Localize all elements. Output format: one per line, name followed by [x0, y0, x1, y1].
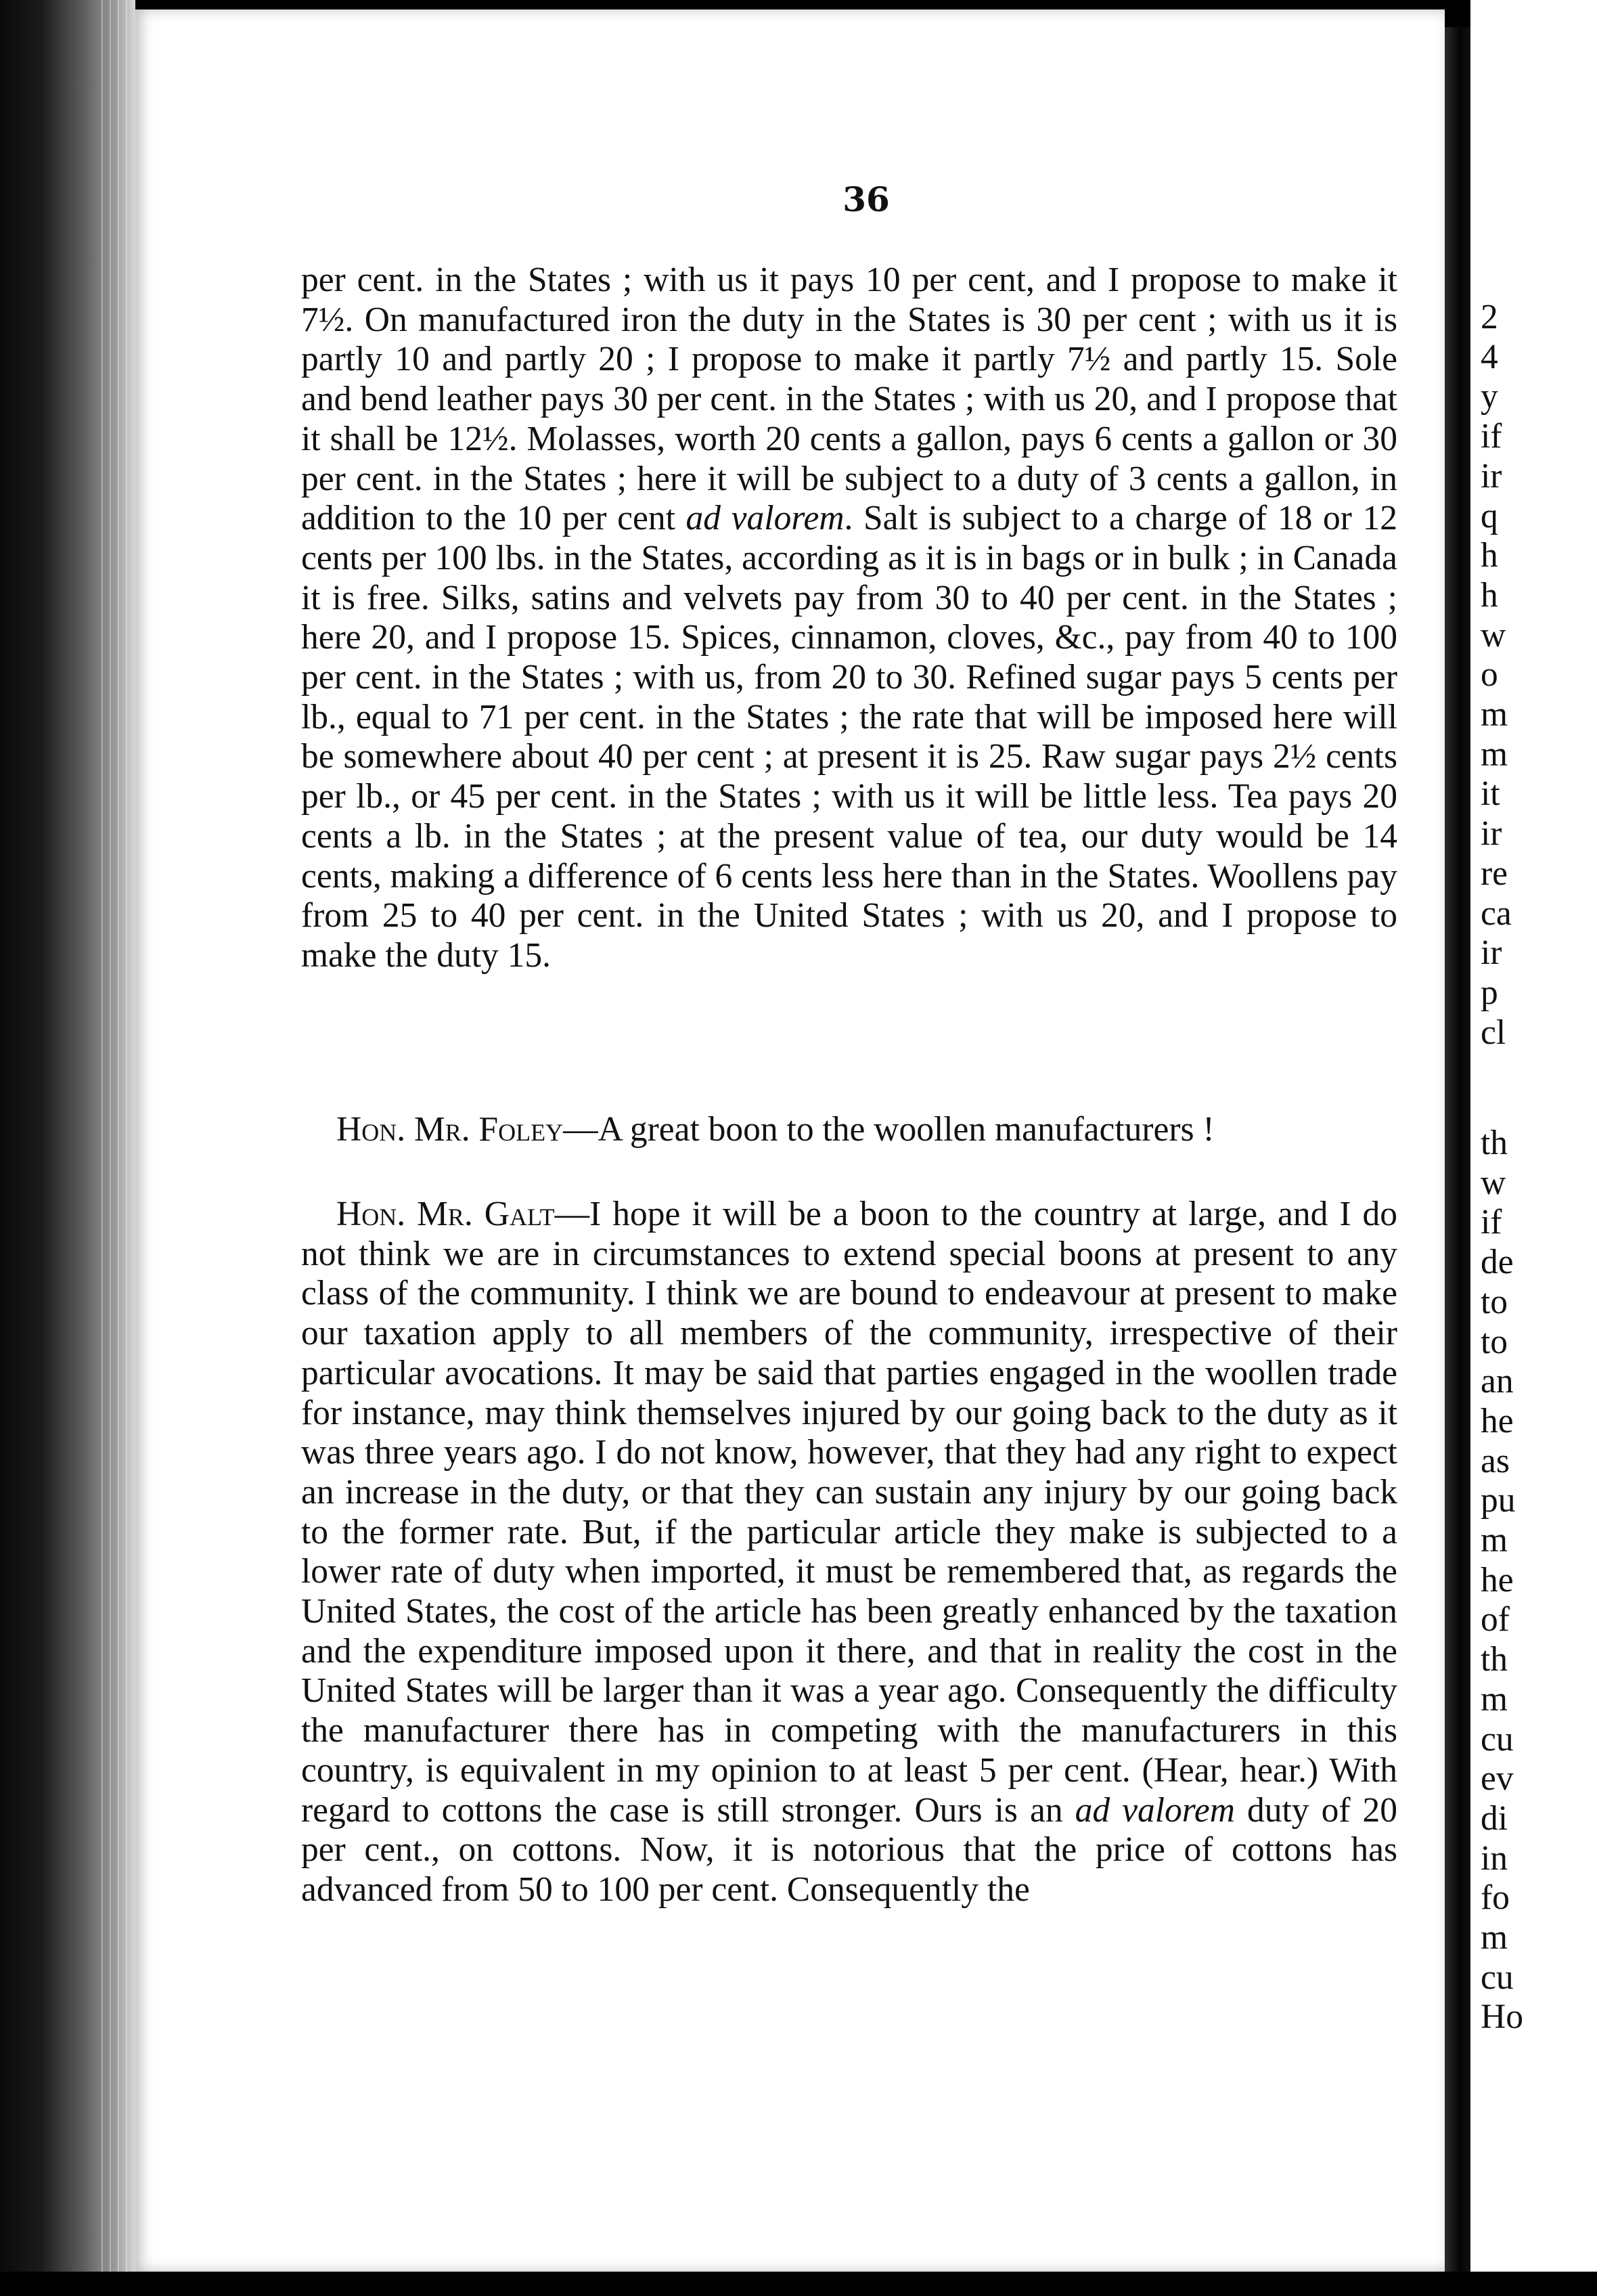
facing-page-fragment: Ho [1481, 1997, 1523, 2037]
facing-page-fragment: as [1481, 1441, 1510, 1480]
speaker-name: Hon. Mr. Foley [336, 1110, 564, 1149]
facing-page-fragment: m [1481, 695, 1508, 734]
facing-page-fragment: q [1481, 496, 1498, 535]
facing-page-fragment: he [1481, 1401, 1514, 1440]
body-paragraph-2 [301, 1110, 1397, 1150]
italic-term: ad valorem [685, 499, 845, 538]
body-paragraph-3 [301, 1195, 1397, 1910]
facing-page-fragment: pu [1481, 1481, 1516, 1520]
speech-text: —I hope it will be a boon to the country at large, and I do not think we are in circumstances to extend special boons at present to any class of the community. I think we are bound to endeavour at present to make our taxation apply to all members of the community, irrespective of their particular avocations. It may be said that parties engaged in the woollen trade for instance, may think themselves injured by our going back to the duty as it was three years ago. I do not know, however, that they had any right to expect an increase in the duty, or that they can sustain any injury by our going back to the former rate. But, if the particular article they make is subjected to a lower rate of duty when imported, it must be remembered that, as regards the United States, the cost of the article has been greatly enhanced by the taxation and the expenditure imposed upon it there, and that in reality the cost in the United States will be larger than it was a year ago. Consequently the difficulty the manufacturer there has in competing with the manufacturers in this country, is equivalent in my opinion to at least 5 per cent. (Hear, hear.) With regard to cottons the case is still stronger. Ours is an ad valorem duty of 20 per cent., on cottons. Now, it is notorious that the price of cottons has advanced from 50 to 100 per cent. Consequently the [301, 1195, 1397, 1909]
facing-page-text-upper [1481, 298, 1512, 1053]
facing-page-fragment: he [1481, 1560, 1514, 1599]
facing-page-fragment: m [1481, 734, 1508, 774]
facing-page-fragment: ev [1481, 1759, 1514, 1798]
body-paragraph-1 [301, 261, 1397, 976]
facing-page-fragment: di [1481, 1798, 1508, 1838]
facing-page-fragment: to [1481, 1282, 1508, 1321]
facing-page-fragment: ir [1481, 933, 1502, 973]
facing-page-fragment: th [1481, 1640, 1508, 1679]
facing-page-fragment: h [1481, 536, 1498, 575]
facing-page-fragment: de [1481, 1243, 1514, 1282]
italic-term: ad valorem [1075, 1790, 1235, 1830]
facing-page-fragment: m [1481, 1679, 1508, 1719]
facing-page-fragment: m [1481, 1918, 1508, 1958]
book-binding [0, 0, 135, 2296]
speaker-name: Hon. Mr. Galt [336, 1195, 555, 1233]
facing-page-fragment: it [1481, 774, 1500, 814]
paragraph-text: per cent. in the States ; with us it pays 10 per cent, and I propose to make it 7½. On manufactured iron the duty in the States is 30 per cent ; with us it is partly 10 and partly 20 ; I propose to make it partly 7½ and partly 15. Sole and bend leather pays 30 per cent. in the States ; with us 20, and I propose that it shall be 12½. Molasses, worth 20 cents a gallon, pays 6 cents a gallon or 30 per cent. in the States ; here it will be subject to a duty of 3 cents a gallon, in addition to the 10 per cent ad valorem. Salt is subject to a charge of 18 or 12 cents per 100 lbs. in the States, according as it is in bags or in bulk ; in Canada it is free. Silks, satins and velvets pay from 30 to 40 per cent. in the States ; here 20, and I propose 15. Spices, cinnamon, cloves, &c., pay from 40 to 100 per cent. in the States ; with us, from 20 to 30. Refined sugar pays 5 cents per lb., equal to 71 per cent. in the States ; the rate that will be imposed here will be somewhere about 40 per cent ; at present it is 25. Raw sugar pays 2½ cents per lb., or 45 per cent. in the States ; with us it will be little less. Tea pays 20 cents a lb. in the States ; at the present value of tea, our duty would be 14 cents, making a difference of 6 cents less here than in the States. Woollens pay from 25 to 40 per cent. in the United States ; with us 20, and I propose to make the duty 15. [301, 261, 1397, 975]
facing-page-fragment: 4 [1481, 337, 1498, 376]
facing-page-fragment: cu [1481, 1958, 1514, 1997]
facing-page-text-lower [1481, 1124, 1523, 2037]
facing-page-fragment: ir [1481, 456, 1502, 495]
facing-page-fragment: w [1481, 1163, 1506, 1202]
facing-page-fragment: cu [1481, 1719, 1514, 1759]
facing-page-fragment: if [1481, 1203, 1502, 1242]
page-edge-line [118, 0, 119, 2296]
facing-page-fragment: th [1481, 1124, 1508, 1162]
facing-page-fragment: w [1481, 615, 1506, 655]
facing-page-fragment: h [1481, 575, 1498, 615]
facing-page-fragment: p [1481, 973, 1498, 1012]
facing-page-fragment: in [1481, 1838, 1508, 1878]
facing-page-fragment: an [1481, 1362, 1514, 1401]
book-spine [1445, 27, 1470, 2274]
facing-page-fragment: re [1481, 854, 1508, 893]
speech-foley [301, 1110, 1397, 1150]
facing-page-fragment: of [1481, 1600, 1510, 1639]
speech-galt [301, 1195, 1397, 1910]
page-edge-line [110, 0, 111, 2296]
facing-page-fragment: if [1481, 417, 1502, 456]
facing-page-fragment: ca [1481, 893, 1512, 933]
page-number: 36 [842, 179, 890, 219]
page-edge-line [102, 0, 103, 2296]
facing-page-fragment: o [1481, 655, 1498, 694]
scan-border [0, 2272, 1597, 2296]
facing-page-fragment: cl [1481, 1013, 1506, 1052]
page-edge-line [126, 0, 127, 2296]
facing-page-fragment: m [1481, 1521, 1508, 1560]
facing-page-fragment: to [1481, 1322, 1508, 1361]
facing-page-fragment: y [1481, 377, 1498, 416]
facing-page-fragment: ir [1481, 814, 1502, 854]
speech-text: —A great boon to the woollen manufacturers ! [563, 1110, 1215, 1149]
facing-page-fragment: fo [1481, 1878, 1510, 1918]
facing-page-fragment: 2 [1481, 298, 1498, 336]
